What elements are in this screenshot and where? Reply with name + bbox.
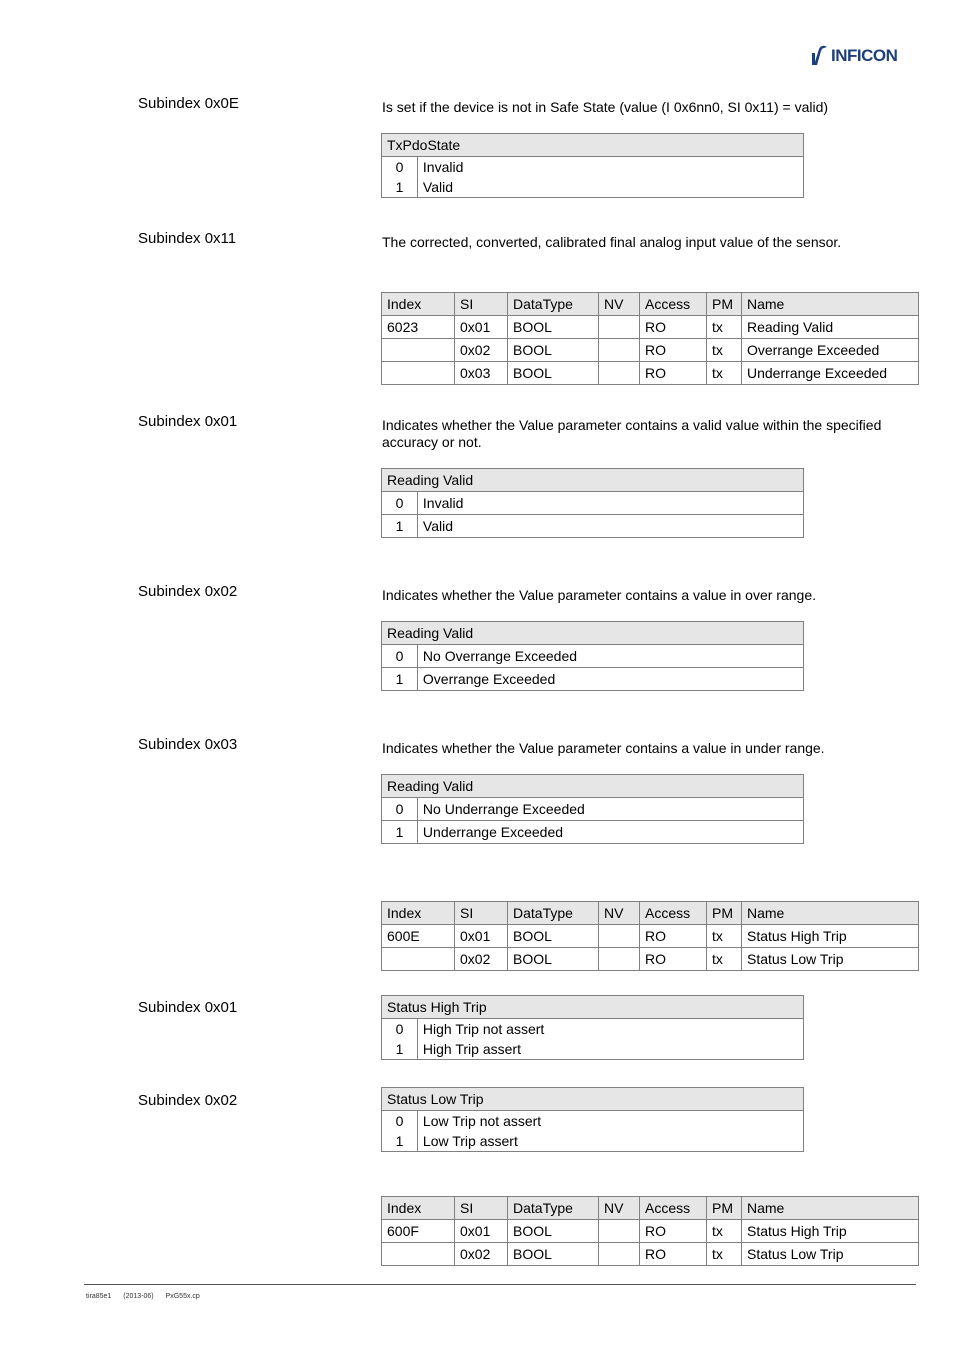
- table-cell: 0x02: [455, 339, 508, 362]
- column-header: Access: [640, 902, 707, 925]
- table-cell: tx: [707, 1243, 742, 1266]
- column-header: Name: [742, 1197, 919, 1220]
- value-table: [381, 621, 804, 691]
- value-meaning: High Trip not assert: [417, 1019, 803, 1040]
- table-header-row: [382, 1197, 919, 1220]
- table-row: [382, 492, 804, 515]
- column-header: Name: [742, 293, 919, 316]
- value-table-title: Reading Valid: [382, 469, 804, 492]
- value-code: 1: [382, 821, 418, 844]
- value-code: 1: [382, 668, 418, 691]
- column-header: NV: [599, 1197, 640, 1220]
- table-cell: [382, 362, 455, 385]
- subindex-label: Subindex 0x02: [138, 583, 238, 600]
- table-cell: 0x02: [455, 948, 508, 971]
- footer: [86, 1293, 210, 1300]
- column-header: PM: [707, 293, 742, 316]
- column-header: PM: [707, 1197, 742, 1220]
- subindex-description: The corrected, converted, calibrated final analog input value of the sensor.: [382, 234, 842, 250]
- value-meaning: Invalid: [417, 157, 803, 178]
- inficon-logo-mark-icon: [812, 45, 828, 67]
- value-code: 0: [382, 1111, 418, 1132]
- table-cell: 600E: [382, 925, 455, 948]
- column-header: NV: [599, 902, 640, 925]
- value-code: 1: [382, 177, 418, 198]
- table-cell: RO: [640, 925, 707, 948]
- table-cell: 0x01: [455, 316, 508, 339]
- column-header: Index: [382, 293, 455, 316]
- table-cell: Status High Trip: [742, 925, 919, 948]
- column-header: Access: [640, 293, 707, 316]
- value-meaning: No Overrange Exceeded: [417, 645, 803, 668]
- subindex-label: Subindex 0x02: [138, 1092, 238, 1109]
- table-cell: [599, 925, 640, 948]
- table-cell: [382, 1243, 455, 1266]
- value-meaning: Valid: [417, 515, 803, 538]
- subindex-label: Subindex 0x03: [138, 736, 238, 753]
- object-table-6023: [381, 292, 919, 385]
- value-code: 1: [382, 515, 418, 538]
- table-cell: Status Low Trip: [742, 1243, 919, 1266]
- value-meaning: Low Trip assert: [417, 1131, 803, 1152]
- table-cell: [382, 948, 455, 971]
- value-table-title: TxPdoState: [382, 134, 804, 157]
- table-row: [382, 948, 919, 971]
- table-cell: RO: [640, 339, 707, 362]
- footer-date: (2013-06): [123, 1293, 154, 1300]
- table-row: [382, 515, 804, 538]
- table-cell: Status Low Trip: [742, 948, 919, 971]
- table-cell: tx: [707, 362, 742, 385]
- table-cell: RO: [640, 362, 707, 385]
- table-cell: [382, 339, 455, 362]
- table-cell: BOOL: [508, 948, 599, 971]
- value-code: 1: [382, 1131, 418, 1152]
- table-cell: BOOL: [508, 316, 599, 339]
- table-cell: RO: [640, 1243, 707, 1266]
- table-cell: BOOL: [508, 1220, 599, 1243]
- value-table-title: Reading Valid: [382, 775, 804, 798]
- table-row: [382, 316, 919, 339]
- table-cell: 0x01: [455, 1220, 508, 1243]
- table-row: [382, 157, 804, 178]
- table-cell: BOOL: [508, 339, 599, 362]
- table-cell: BOOL: [508, 1243, 599, 1266]
- table-cell: BOOL: [508, 925, 599, 948]
- subindex-label: Subindex 0x0E: [138, 95, 239, 112]
- table-cell: [599, 948, 640, 971]
- table-cell: [599, 339, 640, 362]
- table-cell: [599, 1243, 640, 1266]
- object-table-600f: [381, 1196, 919, 1266]
- table-cell: tx: [707, 339, 742, 362]
- column-header: Name: [742, 902, 919, 925]
- table-cell: Status High Trip: [742, 1220, 919, 1243]
- table-header-row: [382, 293, 919, 316]
- table-cell: 0x03: [455, 362, 508, 385]
- table-row: [382, 1243, 919, 1266]
- column-header: NV: [599, 293, 640, 316]
- value-code: 0: [382, 798, 418, 821]
- table-cell: 6023: [382, 316, 455, 339]
- table-row: [382, 798, 804, 821]
- table-cell: RO: [640, 316, 707, 339]
- value-table-title: Status High Trip: [382, 996, 804, 1019]
- table-row: [382, 1019, 804, 1040]
- value-table: [381, 133, 804, 198]
- column-header: Access: [640, 1197, 707, 1220]
- value-code: 0: [382, 157, 418, 178]
- value-code: 0: [382, 492, 418, 515]
- value-code: 0: [382, 1019, 418, 1040]
- table-row: [382, 668, 804, 691]
- column-header: Index: [382, 902, 455, 925]
- table-cell: [599, 1220, 640, 1243]
- table-row: [382, 1131, 804, 1152]
- brand-name: INFICON: [831, 46, 898, 65]
- value-meaning: Invalid: [417, 492, 803, 515]
- table-cell: [599, 316, 640, 339]
- table-cell: BOOL: [508, 362, 599, 385]
- column-header: SI: [455, 1197, 508, 1220]
- subindex-label: Subindex 0x01: [138, 999, 238, 1016]
- value-table-title: Status Low Trip: [382, 1088, 804, 1111]
- subindex-description: Indicates whether the Value parameter contains a value in over range.: [382, 587, 816, 603]
- table-cell: tx: [707, 1220, 742, 1243]
- value-meaning: Low Trip not assert: [417, 1111, 803, 1132]
- value-code: 1: [382, 1039, 418, 1060]
- footer-file: PxG55x.cp: [165, 1293, 200, 1300]
- column-header: DataType: [508, 902, 599, 925]
- value-table: [381, 1087, 804, 1152]
- table-cell: 0x02: [455, 1243, 508, 1266]
- table-cell: tx: [707, 316, 742, 339]
- value-meaning: Valid: [417, 177, 803, 198]
- value-table: [381, 774, 804, 844]
- table-cell: RO: [640, 1220, 707, 1243]
- table-header-row: [382, 902, 919, 925]
- column-header: SI: [455, 902, 508, 925]
- table-cell: tx: [707, 925, 742, 948]
- column-header: Index: [382, 1197, 455, 1220]
- table-row: [382, 925, 919, 948]
- value-meaning: No Underrange Exceeded: [417, 798, 803, 821]
- column-header: PM: [707, 902, 742, 925]
- subindex-description: Indicates whether the Value parameter contains a value in under range.: [382, 740, 825, 756]
- table-row: [382, 339, 919, 362]
- value-code: 0: [382, 645, 418, 668]
- value-table-title: Reading Valid: [382, 622, 804, 645]
- value-table: [381, 995, 804, 1060]
- object-table-600e: [381, 901, 919, 971]
- value-meaning: Overrange Exceeded: [417, 668, 803, 691]
- table-cell: RO: [640, 948, 707, 971]
- column-header: SI: [455, 293, 508, 316]
- table-cell: Underrange Exceeded: [742, 362, 919, 385]
- table-cell: Overrange Exceeded: [742, 339, 919, 362]
- subindex-label: Subindex 0x11: [138, 230, 237, 247]
- footer-doc-id: tira85e1: [86, 1293, 112, 1300]
- table-cell: Reading Valid: [742, 316, 919, 339]
- column-header: DataType: [508, 293, 599, 316]
- table-row: [382, 362, 919, 385]
- subindex-description: Indicates whether the Value parameter contains a valid value within the specified accuracy or not.: [382, 417, 882, 450]
- value-meaning: Underrange Exceeded: [417, 821, 803, 844]
- table-row: [382, 1111, 804, 1132]
- subindex-description: Is set if the device is not in Safe State (value (I 0x6nn0, SI 0x11) = valid): [382, 99, 829, 115]
- value-table: [381, 468, 804, 538]
- table-cell: [599, 362, 640, 385]
- table-row: [382, 821, 804, 844]
- table-row: [382, 645, 804, 668]
- column-header: DataType: [508, 1197, 599, 1220]
- inficon-logo: [812, 44, 897, 68]
- footer-divider: [84, 1284, 916, 1285]
- table-row: [382, 1039, 804, 1060]
- value-meaning: High Trip assert: [417, 1039, 803, 1060]
- subindex-label: Subindex 0x01: [138, 413, 238, 430]
- table-row: [382, 177, 804, 198]
- table-cell: 0x01: [455, 925, 508, 948]
- table-row: [382, 1220, 919, 1243]
- table-cell: 600F: [382, 1220, 455, 1243]
- table-cell: tx: [707, 948, 742, 971]
